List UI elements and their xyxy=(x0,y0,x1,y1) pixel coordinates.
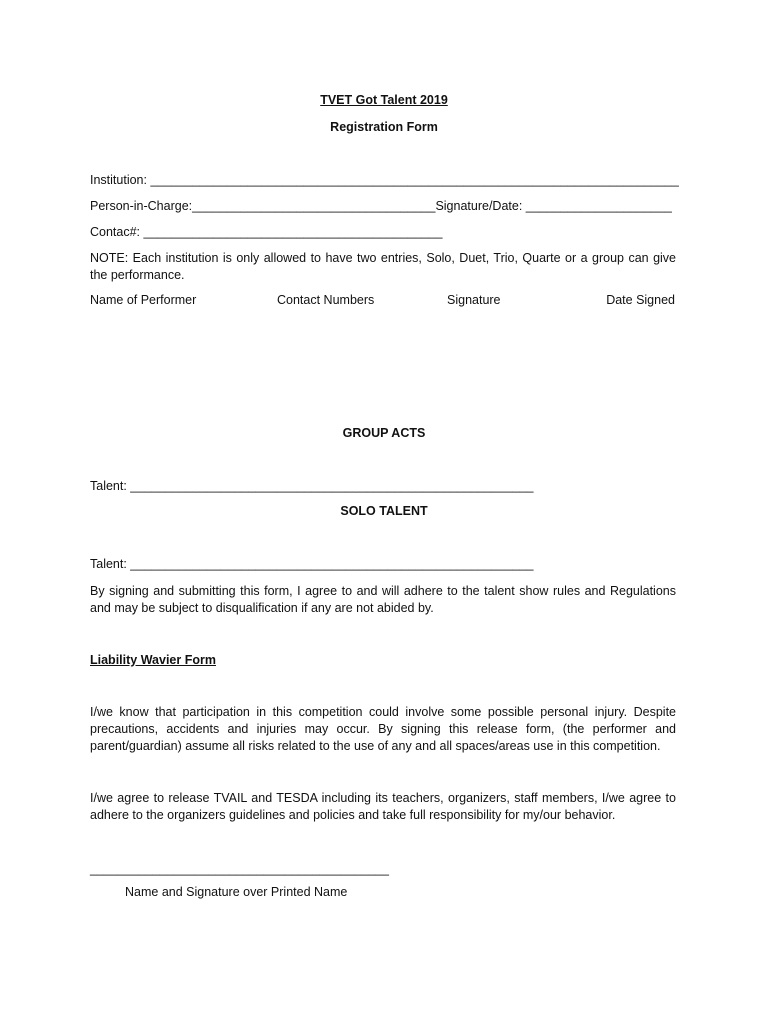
column-date-signed: Date Signed xyxy=(606,293,675,307)
column-contact-numbers: Contact Numbers xyxy=(277,293,375,307)
note-text: NOTE: Each institution is only allowed to have two entries, Solo, Duet, Trio, Quarte or a group can give the performance. xyxy=(90,251,676,282)
solo-talent-heading: SOLO TALENT xyxy=(340,504,428,518)
solo-talent-field: Talent: __________________________________________________________ xyxy=(90,557,534,571)
column-signature: Signature xyxy=(447,293,501,307)
institution-field: Institution: ____________________________________________________________________________ xyxy=(90,173,679,187)
performer-table-header xyxy=(90,293,675,309)
liability-heading: Liability Wavier Form xyxy=(90,653,216,667)
form-title: TVET Got Talent 2019 xyxy=(320,93,448,107)
group-acts-heading: GROUP ACTS xyxy=(342,426,426,440)
signature-line: ___________________________________________ xyxy=(90,862,389,876)
column-name-of-performer: Name of Performer xyxy=(90,293,197,307)
contact-field: Contac#: ___________________________________________ xyxy=(90,225,443,239)
group-talent-field: Talent: __________________________________________________________ xyxy=(90,479,534,493)
agreement-text: By signing and submitting this form, I agree to and will adhere to the talent show rules and Regulations and may be subject to disqualification if any are not abided by. xyxy=(90,584,676,615)
liability-paragraph-2: I/we agree to release TVAIL and TESDA including its teachers, organizers, staff members, I/we agree to adhere to the organizers guidelines and policies and take full responsibility for my/our behavior. xyxy=(90,791,676,822)
liability-paragraph-1: I/we know that participation in this competition could involve some possible personal injury. Despite precautions, accidents and injuries may occur. By signing this release form, (the performer and parent/guardian) assume all risks related to the use of any and all spaces/areas use in this competition. xyxy=(90,705,676,753)
person-in-charge-field: Person-in-Charge:___________________________________Signature/Date: _____________________ xyxy=(90,199,672,213)
form-subtitle: Registration Form xyxy=(330,120,438,134)
signature-caption: Name and Signature over Printed Name xyxy=(125,885,348,899)
